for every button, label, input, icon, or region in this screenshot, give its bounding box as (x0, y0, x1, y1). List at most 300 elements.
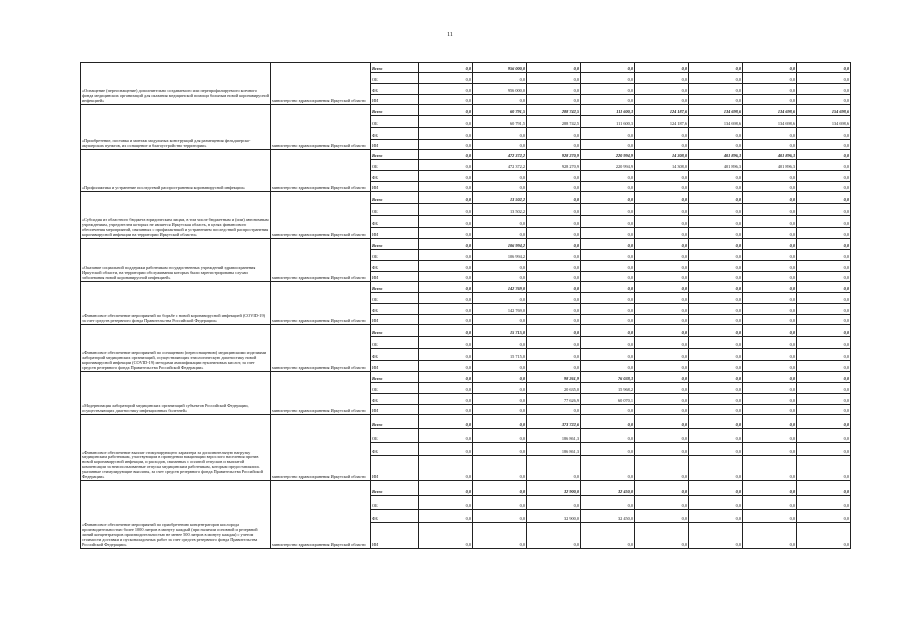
amount-cell: 0,0 (581, 293, 635, 304)
funding-source: ФБ (371, 510, 419, 523)
table-row (81, 63, 851, 73)
amount-cell: 0,0 (797, 228, 851, 239)
amount-cell: 0,0 (743, 415, 797, 429)
amount-cell: 32 900,0 (527, 481, 581, 496)
amount-cell: 0,0 (635, 337, 689, 349)
amount-cell: 0,0 (635, 496, 689, 510)
amount-cell: 0,0 (419, 239, 473, 250)
amount-cell: 0,0 (635, 250, 689, 261)
amount-cell: 0,0 (527, 128, 581, 140)
amount-cell: 0,0 (797, 63, 851, 73)
amount-cell: 0,0 (635, 239, 689, 250)
amount-cell: 0,0 (635, 272, 689, 282)
amount-cell: 13 502,2 (473, 192, 527, 204)
amount-cell: 111 600,3 (581, 116, 635, 128)
amount-cell: 0,0 (689, 394, 743, 405)
responsible-executor: министерство здравоохранения Иркутской области (271, 415, 371, 481)
amount-cell: 0,0 (581, 63, 635, 73)
amount-cell: 142 769,0 (473, 282, 527, 293)
amount-cell: 0,0 (635, 456, 689, 481)
amount-cell: 98 261,9 (527, 372, 581, 383)
amount-cell: 0,0 (635, 282, 689, 293)
amount-cell: 0,0 (689, 128, 743, 140)
amount-cell: 0,0 (797, 443, 851, 456)
amount-cell: 0,0 (797, 192, 851, 204)
amount-cell: 0,0 (797, 481, 851, 496)
amount-cell: 0,0 (797, 73, 851, 84)
amount-cell: 0,0 (581, 171, 635, 182)
amount-cell: 0,0 (419, 73, 473, 84)
amount-cell: 0,0 (419, 481, 473, 496)
amount-cell: 0,0 (419, 523, 473, 549)
amount-cell: 0,0 (689, 304, 743, 315)
amount-cell: 14 308,0 (635, 150, 689, 160)
amount-cell: 0,0 (635, 372, 689, 383)
amount-cell: 0,0 (743, 394, 797, 405)
amount-cell: 0,0 (797, 150, 851, 160)
amount-cell: 220 994,9 (581, 160, 635, 171)
amount-cell: 60 791,5 (473, 105, 527, 116)
amount-cell: 0,0 (581, 456, 635, 481)
budget-table (80, 62, 851, 549)
funding-source: ОБ (371, 116, 419, 128)
amount-cell: 0,0 (527, 239, 581, 250)
amount-cell: 0,0 (743, 128, 797, 140)
funding-source: ИИ (371, 315, 419, 325)
amount-cell: 0,0 (689, 216, 743, 228)
amount-cell: 0,0 (689, 239, 743, 250)
amount-cell: 928 270,9 (527, 160, 581, 171)
amount-cell: 0,0 (419, 116, 473, 128)
amount-cell: 0,0 (797, 204, 851, 216)
funding-source: Всего (371, 372, 419, 383)
amount-cell: 0,0 (419, 228, 473, 239)
amount-cell: 0,0 (419, 443, 473, 456)
amount-cell: 0,0 (635, 510, 689, 523)
amount-cell: 0,0 (797, 325, 851, 337)
amount-cell: 0,0 (635, 140, 689, 150)
amount-cell: 0,0 (581, 315, 635, 325)
funding-source: ФБ (371, 394, 419, 405)
amount-cell: 0,0 (581, 304, 635, 315)
amount-cell: 0,0 (743, 250, 797, 261)
amount-cell: 0,0 (419, 160, 473, 171)
amount-cell: 0,0 (581, 228, 635, 239)
amount-cell: 0,0 (797, 250, 851, 261)
amount-cell: 0,0 (473, 383, 527, 394)
amount-cell: 0,0 (797, 372, 851, 383)
amount-cell: 0,0 (581, 349, 635, 361)
amount-cell: 0,0 (689, 63, 743, 73)
amount-cell: 956 000,0 (473, 84, 527, 95)
amount-cell: 0,0 (689, 361, 743, 372)
amount-cell: 0,0 (743, 239, 797, 250)
amount-cell: 15 968,2 (581, 383, 635, 394)
amount-cell: 0,0 (635, 128, 689, 140)
amount-cell: 0,0 (743, 496, 797, 510)
amount-cell: 134 698,6 (689, 105, 743, 116)
amount-cell: 0,0 (527, 496, 581, 510)
measure-description: «Финансовое обеспечение выплат стимулирующего характера за дополнительную нагрузку медицинским работникам, участвующим в проведении вакцинации взрослого населения против новой коронавирусной инфекции, и расходов, связанных с оплатой отпусков и выплатой компенсации за неиспользованные отпуска медицинским работникам, которым предоставлялись указанные стимулирующие выплаты, за счет средств резервного фонда Правительства Российской Федерации» (81, 415, 271, 481)
amount-cell: 106 994,2 (473, 250, 527, 261)
table-row (81, 372, 851, 383)
amount-cell: 0,0 (581, 216, 635, 228)
amount-cell: 0,0 (581, 405, 635, 415)
amount-cell: 0,0 (689, 261, 743, 272)
amount-cell: 0,0 (743, 84, 797, 95)
amount-cell: 0,0 (797, 315, 851, 325)
amount-cell: 0,0 (635, 405, 689, 415)
amount-cell: 0,0 (419, 216, 473, 228)
amount-cell: 0,0 (473, 261, 527, 272)
funding-source: ОБ (371, 337, 419, 349)
amount-cell: 0,0 (473, 405, 527, 415)
amount-cell: 0,0 (743, 171, 797, 182)
amount-cell: 0,0 (419, 372, 473, 383)
funding-source: Всего (371, 192, 419, 204)
amount-cell: 0,0 (635, 95, 689, 105)
amount-cell: 0,0 (743, 261, 797, 272)
amount-cell: 0,0 (635, 415, 689, 429)
amount-cell: 0,0 (419, 304, 473, 315)
amount-cell: 0,0 (635, 429, 689, 443)
funding-source: ФБ (371, 349, 419, 361)
amount-cell: 0,0 (797, 160, 851, 171)
amount-cell: 0,0 (743, 216, 797, 228)
amount-cell: 0,0 (419, 394, 473, 405)
table-row (81, 282, 851, 293)
amount-cell: 134 698,6 (689, 116, 743, 128)
amount-cell: 0,0 (689, 510, 743, 523)
amount-cell: 0,0 (797, 239, 851, 250)
amount-cell: 0,0 (419, 282, 473, 293)
amount-cell: 0,0 (689, 405, 743, 415)
funding-source: ОБ (371, 204, 419, 216)
amount-cell: 0,0 (743, 304, 797, 315)
amount-cell: 0,0 (797, 361, 851, 372)
amount-cell: 0,0 (797, 95, 851, 105)
table-row (81, 105, 851, 116)
amount-cell: 0,0 (473, 394, 527, 405)
funding-source: ФБ (371, 171, 419, 182)
responsible-executor: министерство здравоохранения Иркутской области (271, 63, 371, 105)
measure-description: «Субсидия из областного бюджета юридическим лицам, в том числе бюджетным и (или) автономным учреждениям, учредителем которых не является Иркутская область, в целях финансового обеспечения мероприятий, связанных с профилактикой и устранением последствий распространения коронавирусной инфекции на территории Иркутской области» (81, 192, 271, 239)
amount-cell: 0,0 (527, 456, 581, 481)
amount-cell: 0,0 (689, 192, 743, 204)
amount-cell: 142 769,0 (473, 304, 527, 315)
amount-cell: 401 896,3 (743, 160, 797, 171)
amount-cell: 0,0 (527, 282, 581, 293)
funding-source: ФБ (371, 128, 419, 140)
funding-source: Всего (371, 239, 419, 250)
amount-cell: 0,0 (419, 429, 473, 443)
amount-cell: 0,0 (635, 293, 689, 304)
amount-cell: 0,0 (527, 140, 581, 150)
funding-source: ФБ (371, 216, 419, 228)
amount-cell: 0,0 (689, 95, 743, 105)
funding-source: ФБ (371, 261, 419, 272)
amount-cell: 0,0 (581, 128, 635, 140)
amount-cell: 0,0 (473, 95, 527, 105)
amount-cell: 0,0 (689, 337, 743, 349)
amount-cell: 288 742,5 (527, 116, 581, 128)
funding-source: ИИ (371, 272, 419, 282)
amount-cell: 0,0 (473, 523, 527, 549)
amount-cell: 0,0 (743, 204, 797, 216)
amount-cell: 0,0 (689, 349, 743, 361)
amount-cell: 0,0 (797, 415, 851, 429)
amount-cell: 0,0 (635, 383, 689, 394)
amount-cell: 0,0 (743, 272, 797, 282)
amount-cell: 0,0 (797, 337, 851, 349)
funding-source: ОБ (371, 250, 419, 261)
amount-cell: 0,0 (419, 182, 473, 192)
amount-cell: 0,0 (473, 315, 527, 325)
amount-cell: 186 861,3 (527, 429, 581, 443)
amount-cell: 0,0 (581, 429, 635, 443)
funding-source: ИИ (371, 228, 419, 239)
amount-cell: 0,0 (581, 325, 635, 337)
measure-description: «Приобретение, поставка и монтаж модульных конструкций для размещения фельдшерско-акушерских пунктов, их оснащение и благоустройство территории» (81, 105, 271, 150)
amount-cell: 0,0 (419, 192, 473, 204)
amount-cell: 60 791,5 (473, 116, 527, 128)
amount-cell: 0,0 (527, 182, 581, 192)
amount-cell: 0,0 (527, 293, 581, 304)
amount-cell: 956 000,0 (473, 63, 527, 73)
amount-cell: 0,0 (527, 63, 581, 73)
amount-cell: 0,0 (635, 523, 689, 549)
amount-cell: 32 450,0 (581, 481, 635, 496)
amount-cell: 0,0 (473, 415, 527, 429)
amount-cell: 0,0 (581, 84, 635, 95)
amount-cell: 0,0 (689, 140, 743, 150)
amount-cell: 0,0 (743, 95, 797, 105)
amount-cell: 0,0 (419, 272, 473, 282)
amount-cell: 106 994,2 (473, 239, 527, 250)
amount-cell: 0,0 (689, 315, 743, 325)
amount-cell: 0,0 (527, 84, 581, 95)
amount-cell: 0,0 (797, 405, 851, 415)
amount-cell: 0,0 (419, 325, 473, 337)
table-body (81, 63, 851, 549)
amount-cell: 0,0 (635, 228, 689, 239)
amount-cell: 0,0 (689, 73, 743, 84)
amount-cell: 472 372,2 (473, 160, 527, 171)
amount-cell: 0,0 (581, 415, 635, 429)
amount-cell: 0,0 (797, 261, 851, 272)
amount-cell: 0,0 (743, 337, 797, 349)
amount-cell: 0,0 (527, 204, 581, 216)
amount-cell: 0,0 (527, 325, 581, 337)
amount-cell: 0,0 (473, 372, 527, 383)
amount-cell: 401 896,3 (689, 150, 743, 160)
amount-cell: 0,0 (419, 510, 473, 523)
amount-cell: 0,0 (689, 250, 743, 261)
responsible-executor: министерство здравоохранения Иркутской области (271, 239, 371, 282)
amount-cell: 0,0 (797, 128, 851, 140)
amount-cell: 0,0 (635, 261, 689, 272)
amount-cell: 0,0 (581, 204, 635, 216)
amount-cell: 401 896,3 (743, 150, 797, 160)
amount-cell: 0,0 (689, 204, 743, 216)
amount-cell: 111 600,3 (581, 105, 635, 116)
amount-cell: 0,0 (797, 216, 851, 228)
amount-cell: 0,0 (581, 337, 635, 349)
amount-cell: 0,0 (743, 349, 797, 361)
amount-cell: 0,0 (581, 182, 635, 192)
amount-cell: 0,0 (797, 456, 851, 481)
amount-cell: 0,0 (743, 456, 797, 481)
amount-cell: 220 994,9 (581, 150, 635, 160)
amount-cell: 0,0 (743, 405, 797, 415)
funding-source: ИИ (371, 182, 419, 192)
amount-cell: 124 187,6 (635, 105, 689, 116)
table-row (81, 325, 851, 337)
amount-cell: 134 698,6 (743, 105, 797, 116)
responsible-executor: министерство здравоохранения Иркутской области (271, 372, 371, 415)
amount-cell: 0,0 (743, 63, 797, 73)
amount-cell: 288 742,5 (527, 105, 581, 116)
amount-cell: 0,0 (689, 481, 743, 496)
amount-cell: 0,0 (419, 361, 473, 372)
amount-cell: 0,0 (743, 293, 797, 304)
amount-cell: 0,0 (689, 372, 743, 383)
amount-cell: 0,0 (797, 394, 851, 405)
amount-cell: 0,0 (419, 150, 473, 160)
amount-cell: 0,0 (743, 361, 797, 372)
amount-cell: 0,0 (581, 250, 635, 261)
amount-cell: 15 715,0 (473, 325, 527, 337)
amount-cell: 76 038,3 (581, 372, 635, 383)
amount-cell: 0,0 (797, 429, 851, 443)
funding-source: Всего (371, 105, 419, 116)
amount-cell: 0,0 (419, 95, 473, 105)
amount-cell: 0,0 (419, 383, 473, 394)
amount-cell: 0,0 (635, 171, 689, 182)
amount-cell: 0,0 (689, 182, 743, 192)
amount-cell: 0,0 (419, 315, 473, 325)
amount-cell: 60 070,1 (581, 394, 635, 405)
amount-cell: 0,0 (689, 282, 743, 293)
amount-cell: 0,0 (473, 128, 527, 140)
amount-cell: 0,0 (473, 73, 527, 84)
amount-cell: 0,0 (797, 182, 851, 192)
amount-cell: 0,0 (473, 481, 527, 496)
funding-source: Всего (371, 325, 419, 337)
amount-cell: 0,0 (473, 510, 527, 523)
funding-source: Всего (371, 481, 419, 496)
amount-cell: 0,0 (635, 443, 689, 456)
amount-cell: 0,0 (689, 429, 743, 443)
table-row (81, 239, 851, 250)
amount-cell: 0,0 (581, 73, 635, 84)
amount-cell: 0,0 (419, 250, 473, 261)
amount-cell: 0,0 (473, 140, 527, 150)
funding-source: ОБ (371, 293, 419, 304)
amount-cell: 0,0 (473, 216, 527, 228)
amount-cell: 0,0 (743, 282, 797, 293)
amount-cell: 0,0 (473, 182, 527, 192)
amount-cell: 0,0 (797, 383, 851, 394)
amount-cell: 472 372,2 (473, 150, 527, 160)
responsible-executor: министерство здравоохранения Иркутской области (271, 282, 371, 325)
amount-cell: 0,0 (473, 429, 527, 443)
amount-cell: 0,0 (635, 361, 689, 372)
amount-cell: 0,0 (473, 272, 527, 282)
amount-cell: 0,0 (581, 282, 635, 293)
amount-cell: 0,0 (581, 523, 635, 549)
amount-cell: 0,0 (473, 293, 527, 304)
amount-cell: 0,0 (581, 496, 635, 510)
amount-cell: 0,0 (635, 349, 689, 361)
amount-cell: 0,0 (527, 361, 581, 372)
table-row (81, 150, 851, 160)
amount-cell: 0,0 (635, 204, 689, 216)
funding-source: ИИ (371, 140, 419, 150)
amount-cell: 0,0 (419, 456, 473, 481)
funding-source: ОБ (371, 73, 419, 84)
amount-cell: 0,0 (797, 171, 851, 182)
amount-cell: 77 626,9 (527, 394, 581, 405)
amount-cell: 0,0 (743, 73, 797, 84)
amount-cell: 0,0 (527, 405, 581, 415)
amount-cell: 0,0 (581, 192, 635, 204)
amount-cell: 20 635,0 (527, 383, 581, 394)
responsible-executor: министерство здравоохранения Иркутской области (271, 150, 371, 192)
funding-source: ИИ (371, 523, 419, 549)
amount-cell: 0,0 (743, 523, 797, 549)
measure-description: «Финансовое обеспечение мероприятий по приобретению концентраторов кислорода производительностью более 1000 литров в минуту каждый (при наличии основной и резервной линий концентраторов производительностью не менее 500 литров в минуту каждая) с учетом стоимости доставки и пусконаладочных работ за счет средств резервного фонда Правительства Российской Федерации» (81, 481, 271, 549)
funding-source: ФБ (371, 304, 419, 315)
amount-cell: 0,0 (419, 105, 473, 116)
funding-source: ИИ (371, 405, 419, 415)
amount-cell: 0,0 (635, 394, 689, 405)
amount-cell: 14 308,0 (635, 160, 689, 171)
funding-source: ИИ (371, 361, 419, 372)
funding-source: ОБ (371, 429, 419, 443)
measure-description: «Финансовое обеспечение мероприятий по борьбе с новой коронавирусной инфекцией (COVID-19) за счет средств резервного фонда Правительства Российской Федерации» (81, 282, 271, 325)
amount-cell: 0,0 (635, 73, 689, 84)
amount-cell: 0,0 (689, 84, 743, 95)
measure-description: «Профилактика и устранение последствий распространения коронавирусной инфекции» (81, 150, 271, 192)
amount-cell: 0,0 (419, 171, 473, 182)
funding-source: Всего (371, 150, 419, 160)
amount-cell: 0,0 (527, 272, 581, 282)
table-row (81, 192, 851, 204)
amount-cell: 0,0 (797, 84, 851, 95)
amount-cell: 0,0 (743, 443, 797, 456)
amount-cell: 0,0 (797, 304, 851, 315)
responsible-executor: министерство здравоохранения Иркутской области (271, 105, 371, 150)
amount-cell: 928 270,9 (527, 150, 581, 160)
amount-cell: 0,0 (419, 204, 473, 216)
amount-cell: 0,0 (419, 128, 473, 140)
measure-description: «Финансовое обеспечение мероприятий по оснащению (переоснащению) медицинскими изделиями лабораторий медицинских организаций, осуществляющих этиологическую диагностику новой коронавирусной инфекции (COVID-19) методами амплификации нуклеиновых кислот, за счет средств резервного фонда Правительства Российской Федерации» (81, 325, 271, 372)
amount-cell: 0,0 (743, 192, 797, 204)
table-row (81, 415, 851, 429)
amount-cell: 0,0 (419, 261, 473, 272)
amount-cell: 124 187,6 (635, 116, 689, 128)
amount-cell: 0,0 (689, 272, 743, 282)
amount-cell: 0,0 (689, 228, 743, 239)
funding-source: ФБ (371, 443, 419, 456)
amount-cell: 0,0 (581, 95, 635, 105)
amount-cell: 0,0 (689, 293, 743, 304)
amount-cell: 0,0 (581, 140, 635, 150)
measure-description: «Модернизация лабораторий медицинских организаций субъектов Российской Федерации, осуществляющих диагностику инфекционных болезней» (81, 372, 271, 415)
amount-cell: 0,0 (419, 415, 473, 429)
amount-cell: 0,0 (473, 496, 527, 510)
